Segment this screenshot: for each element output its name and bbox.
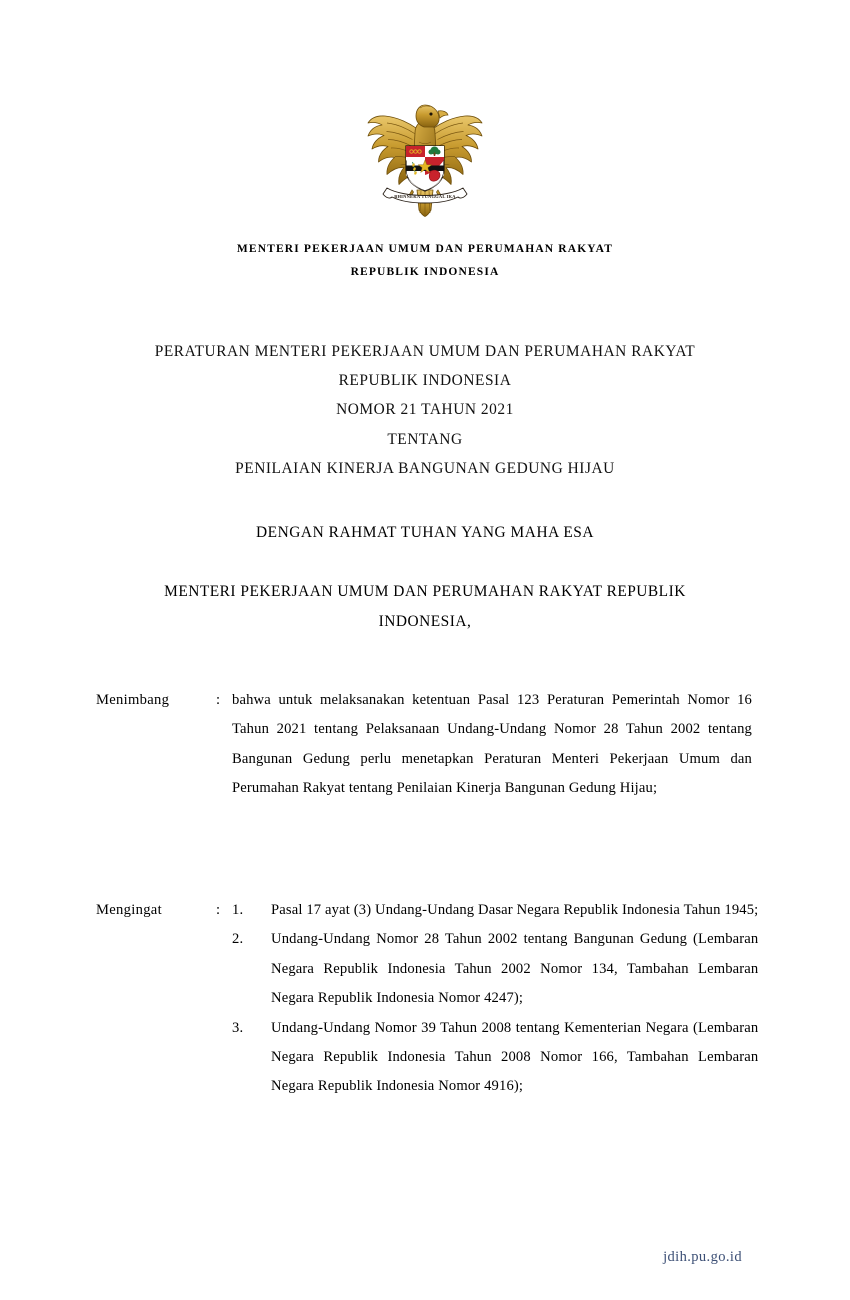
regulation-title-block	[60, 337, 790, 483]
list-item-text: Undang-Undang Nomor 39 Tahun 2008 tentang Kementerian Negara (Lembaran Negara Republik Indonesia Tahun 2008 Nomor 166, Tambahan Lembaran Negara Republik Indonesia Nomor 4916);	[271, 1019, 759, 1095]
emblem-motto-text: BHINNEKA TUNGGAL IKA	[394, 194, 456, 199]
mengingat-label: Mengingat	[96, 902, 162, 918]
title-line-1: PERATURAN MENTERI PEKERJAAN UMUM DAN PERUMAHAN RAKYAT	[154, 343, 696, 360]
garuda-pancasila-emblem	[364, 92, 486, 218]
mengingat-body	[232, 896, 758, 1102]
title-tentang: TENTANG	[387, 430, 463, 448]
mengingat-clause	[96, 896, 759, 1102]
mengingat-colon: :	[216, 902, 221, 918]
list-item	[232, 896, 758, 925]
ministry-header	[0, 238, 850, 284]
menimbang-label: Menimbang	[96, 692, 170, 708]
list-item	[232, 1014, 758, 1102]
title-subject: PENILAIAN KINERJA BANGUNAN GEDUNG HIJAU	[235, 459, 615, 477]
list-item-number: 1.	[232, 902, 244, 918]
ministry-header-line2: REPUBLIK INDONESIA	[350, 266, 500, 278]
list-item-text: Pasal 17 ayat (3) Undang-Undang Dasar Negara Republik Indonesia Tahun 1945;	[271, 902, 759, 918]
title-number: NOMOR 21 TAHUN 2021	[336, 401, 514, 419]
menimbang-body	[232, 686, 752, 804]
authority-line-2: INDONESIA,	[378, 613, 472, 630]
mengingat-list	[232, 896, 758, 1102]
list-item	[232, 925, 758, 1013]
emblem-container	[0, 92, 850, 218]
menimbang-colon: :	[216, 692, 221, 708]
jdih-watermark: jdih.pu.go.id	[663, 1249, 742, 1265]
list-item-number: 3.	[232, 1019, 244, 1036]
emblem-shield	[406, 146, 444, 191]
menimbang-paragraph: bahwa untuk melaksanakan ketentuan Pasal 123 Peraturan Pemerintah Nomor 16 Tahun 2021 tentang Pelaksanaan Undang-Undang Nomor 28 Tahun 2002 tentang Bangunan Gedung perlu menetapkan Peraturan Menteri Pekerjaan Umum dan Perumahan Rakyat tentang Penilaian Kinerja Bangunan Gedung Hijau;	[232, 692, 752, 797]
title-line-2: REPUBLIK INDONESIA	[338, 372, 512, 390]
authority-line-1: MENTERI PEKERJAAN UMUM DAN PERUMAHAN RAKYAT REPUBLIK	[164, 583, 686, 600]
invocation-line: DENGAN RAHMAT TUHAN YANG MAHA ESA	[255, 524, 595, 541]
list-item-text: Undang-Undang Nomor 28 Tahun 2002 tentang Bangunan Gedung (Lembaran Negara Republik Indonesia Tahun 2002 Nomor 134, Tambahan Lembaran Negara Republik Indonesia Nomor 4247);	[271, 931, 759, 1007]
list-item-number: 2.	[232, 931, 244, 948]
ministry-header-line1: MENTERI PEKERJAAN UMUM DAN PERUMAHAN RAKYAT	[236, 243, 614, 255]
issuing-authority	[100, 577, 750, 637]
menimbang-clause	[96, 686, 752, 804]
